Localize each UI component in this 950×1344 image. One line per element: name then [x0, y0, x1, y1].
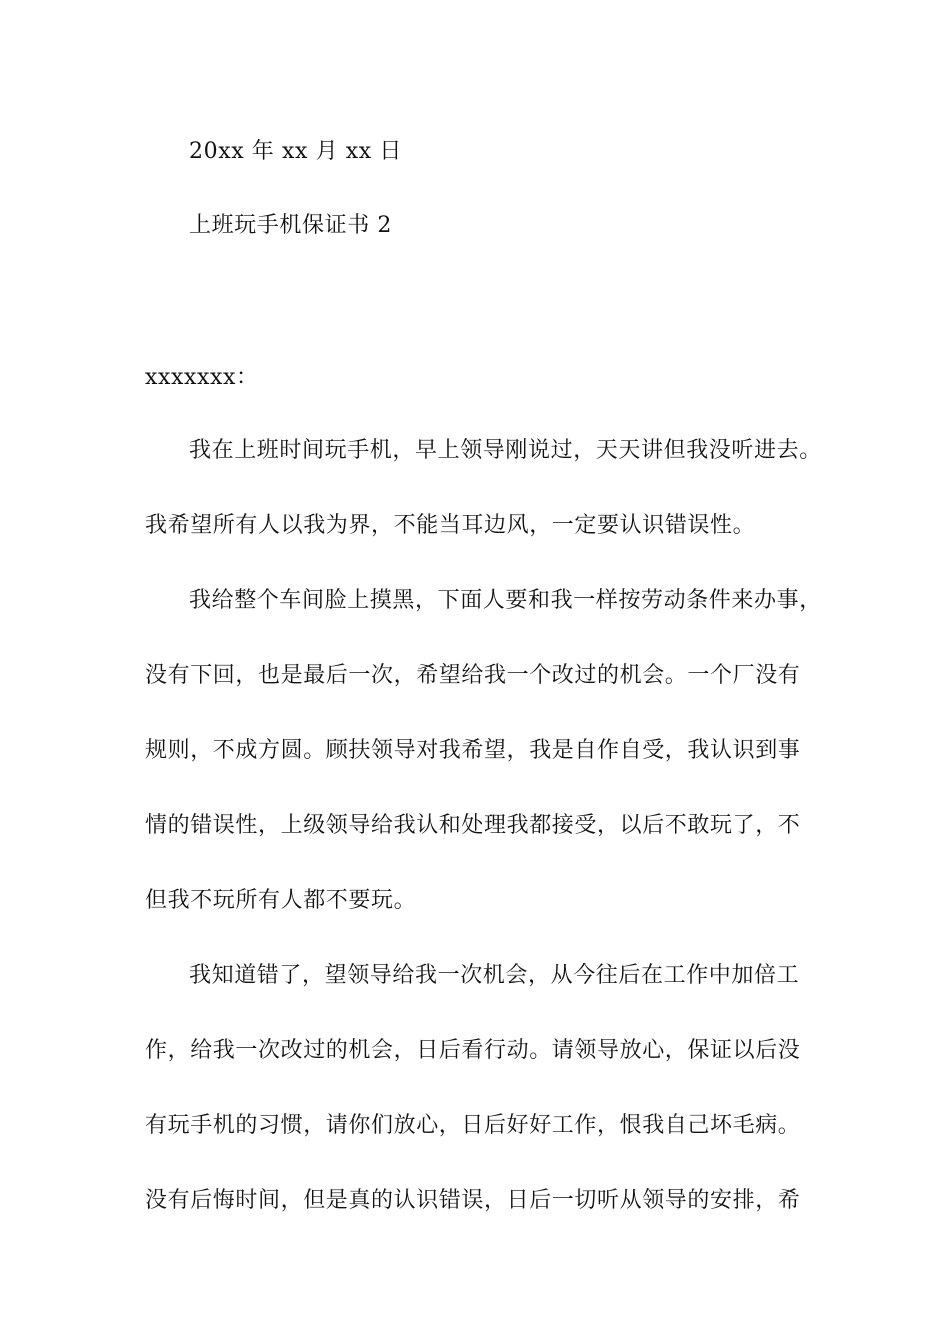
paragraph-line: 作，给我一次改过的机会，日后看行动。请领导放心，保证以后没	[145, 1038, 801, 1063]
salutation: xxxxxxx：	[145, 365, 259, 390]
paragraph-line: 没有后悔时间，但是真的认识错误，日后一切听从领导的安排，希	[145, 1188, 801, 1213]
paragraph-line: 情的错误性，上级领导给我认和处理我都接受，以后不敢玩了，不	[145, 813, 801, 838]
paragraph-line: 有玩手机的习惯，请你们放心，日后好好工作，恨我自己坏毛病。	[145, 1113, 801, 1138]
paragraph-line: 规则，不成方圆。顾扶领导对我希望，我是自作自受，我认识到事	[145, 738, 801, 763]
paragraph-line: 没有下回，也是最后一次，希望给我一个改过的机会。一个厂没有	[145, 663, 801, 688]
paragraph-line: 但我不玩所有人都不要玩。	[145, 888, 417, 913]
paragraph-line: 我知道错了，望领导给我一次机会，从今往后在工作中加倍工	[189, 963, 800, 988]
paragraph-line: 我给整个车间脸上摸黑，下面人要和我一样按劳动条件来办事，	[189, 588, 822, 613]
paragraph-line: 我希望所有人以我为界，不能当耳边风，一定要认识错误性。	[145, 513, 756, 538]
document-title: 上班玩手机保证书 2	[189, 213, 392, 238]
date-line: 20xx 年 xx 月 xx 日	[189, 139, 403, 164]
paragraph-line: 我在上班时间玩手机，早上领导刚说过，天天讲但我没听进去。	[189, 438, 822, 463]
